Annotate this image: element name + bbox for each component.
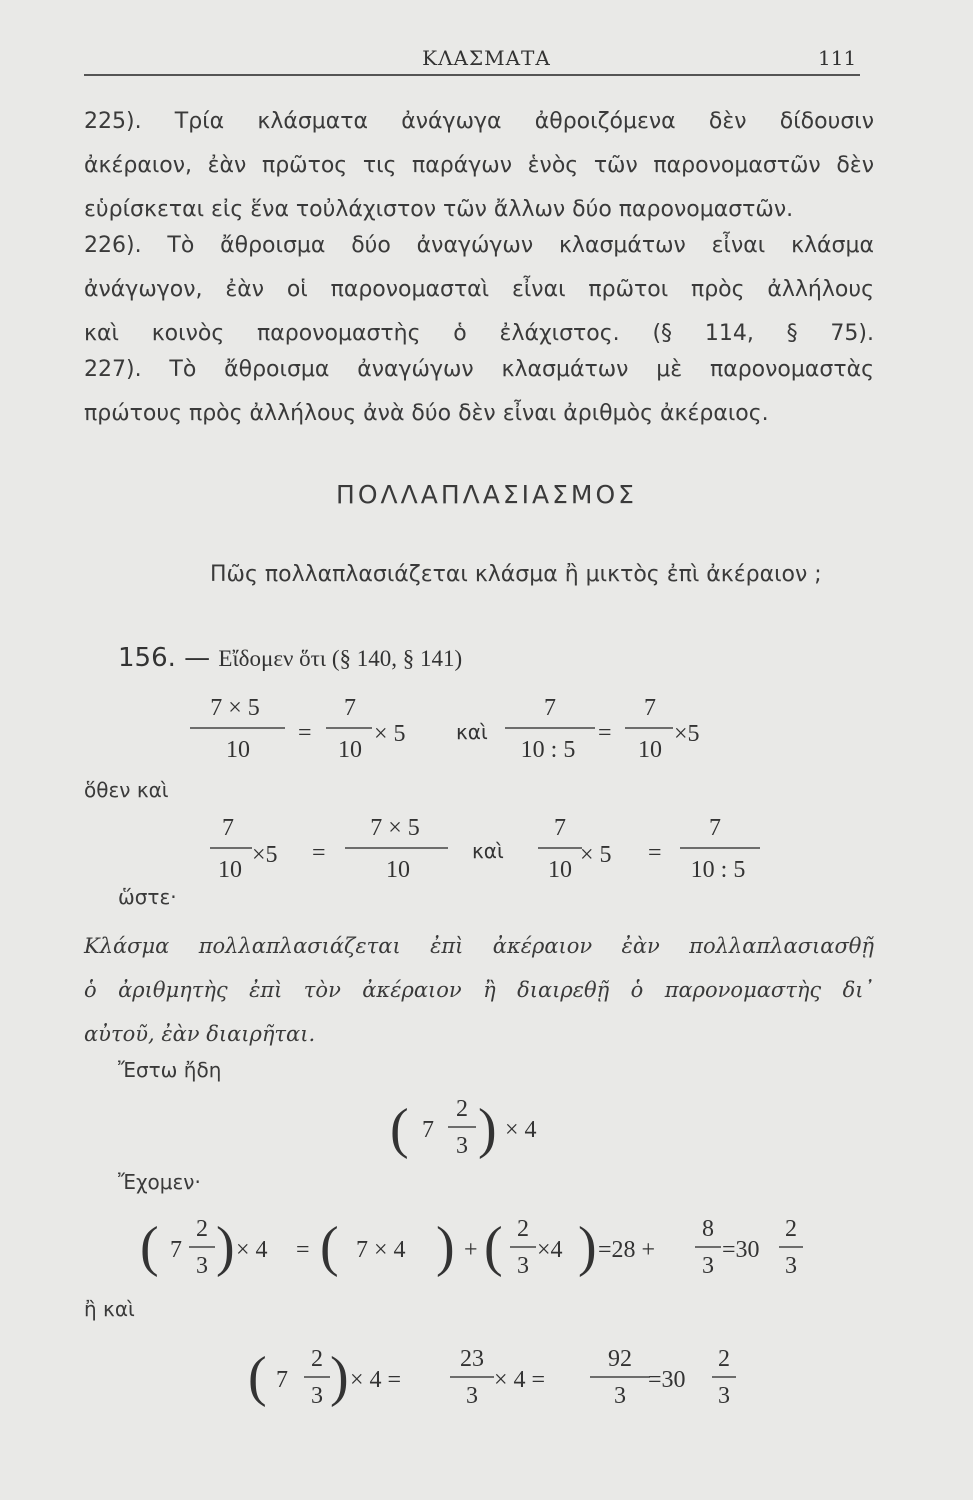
times-factor: × 5 (580, 842, 612, 868)
product-term: 7 × 4 (356, 1237, 406, 1263)
equation-4 (140, 1216, 803, 1279)
text-line: 225). Τρία κλάσματα ἀνάγωγα ἀθροιζόμενα δὲν δίδουσιν (84, 109, 874, 134)
fraction-denominator: 10 (548, 857, 572, 883)
fraction-numerator: 2 (196, 1216, 208, 1242)
fraction-numerator: 7 (344, 695, 356, 721)
fraction-denominator: 10 (386, 857, 410, 883)
right-paren: ) (216, 1216, 235, 1278)
equals-sign: = (298, 720, 312, 746)
word-e-kai: ἢ καὶ (84, 1297, 135, 1321)
word-hoste: ὥστε· (118, 885, 177, 909)
article-text: Εἴδομεν ὅτι (§ 140, § 141) (218, 646, 463, 671)
equals-sign: = (598, 720, 612, 746)
fraction-denominator: 10 (638, 737, 662, 763)
fraction-numerator: 2 (785, 1216, 797, 1242)
rule-line: ὁ ἀριθμητὴς ἐπὶ τὸν ἀκέραιον ἢ διαιρεθῇ ὁ παρονομαστὴς δι᾽ (84, 978, 874, 1002)
right-paren: ) (330, 1346, 349, 1408)
running-header-title: ΚΛΑΣΜΑΤΑ (422, 46, 551, 70)
equation-2a (210, 815, 448, 883)
left-paren: ( (484, 1216, 503, 1278)
fraction-numerator: 7 (554, 815, 566, 841)
times-factor: ×4 (537, 1237, 563, 1263)
left-paren: ( (140, 1216, 159, 1278)
left-paren: ( (390, 1098, 409, 1160)
right-paren: ) (578, 1216, 597, 1278)
page-number: 111 (818, 46, 857, 70)
equation-5 (248, 1346, 736, 1409)
fraction-denominator: 3 (517, 1253, 529, 1279)
text-line: εὑρίσκεται εἰς ἕνα τοὐλάχιστον τῶν ἄλλων δύο παρονομαστῶν. (84, 197, 794, 222)
equals-sign: = (296, 1237, 310, 1263)
text-line: 227). Τὸ ἄθροισμα ἀναγώγων κλασμάτων μὲ παρονομαστὰς (84, 357, 874, 382)
text-line: ἀκέραιον, ἐὰν πρῶτος τις παράγων ἑνὸς τῶν παρονομαστῶν δὲν (84, 153, 874, 178)
right-paren: ) (436, 1216, 455, 1278)
paragraph-227 (84, 348, 874, 436)
times-factor: × 5 (374, 721, 406, 747)
article-156 (118, 643, 462, 673)
left-paren: ( (320, 1216, 339, 1278)
paragraph-226 (84, 224, 874, 356)
fraction-numerator: 8 (702, 1216, 714, 1242)
fraction-numerator: 7 (222, 815, 234, 841)
equation-1b (505, 695, 700, 763)
fraction-numerator: 7 (709, 815, 721, 841)
fraction-numerator: 7 × 5 (210, 695, 260, 721)
rule-line: αὐτοῦ, ἐὰν διαιρῆται. (84, 1022, 316, 1046)
text-line: πρώτους πρὸς ἀλλήλους ἀνὰ δύο δὲν εἶναι ἀριθμὸς ἀκέραιος. (84, 401, 769, 426)
times-factor: ×5 (252, 842, 278, 868)
times-factor: ×5 (674, 721, 700, 747)
fraction-denominator: 3 (785, 1253, 797, 1279)
plus-sign: + (464, 1237, 478, 1263)
left-paren: ( (248, 1346, 267, 1408)
result-whole: =30 (722, 1237, 760, 1263)
right-paren: ) (478, 1098, 497, 1160)
fraction-denominator: 3 (702, 1253, 714, 1279)
fraction-denominator: 10 : 5 (690, 857, 746, 883)
word-hothen-kai: ὅθεν καὶ (84, 778, 169, 802)
fraction-numerator: 23 (460, 1346, 484, 1372)
fraction-numerator: 2 (517, 1216, 529, 1242)
fraction-denominator: 3 (466, 1383, 478, 1409)
equals-term: =28 + (598, 1237, 656, 1263)
multiplication-rule (84, 924, 874, 1056)
times-factor: × 4 (505, 1117, 537, 1143)
fraction-denominator: 3 (196, 1253, 208, 1279)
fraction-denominator: 10 (226, 737, 250, 763)
fraction-numerator: 7 (544, 695, 556, 721)
fraction-denominator: 3 (614, 1383, 626, 1409)
text-line: 226). Τὸ ἄθροισμα δύο ἀναγώγων κλασμάτων εἶναι κλάσμα (84, 233, 874, 258)
fraction-denominator: 3 (456, 1133, 468, 1159)
word-esto-ede: Ἔστω ἤδη (118, 1058, 222, 1082)
word-kai: καὶ (456, 720, 488, 744)
equals-sign: = (312, 840, 326, 866)
equation-3 (390, 1096, 537, 1160)
header-rule (84, 74, 860, 76)
mixed-whole: 7 (276, 1367, 288, 1393)
fraction-numerator: 2 (456, 1096, 468, 1122)
section-heading: ΠΟΛΛΑΠΛΑΣΙΑΣΜΟΣ (336, 480, 637, 509)
mixed-whole: 7 (170, 1237, 182, 1263)
article-dash: — (184, 643, 211, 673)
mixed-whole: 7 (422, 1117, 434, 1143)
times-factor: × 4 (236, 1237, 268, 1263)
fraction-denominator: 10 (218, 857, 242, 883)
equation-2b (538, 815, 760, 883)
times-factor: × 4 = (350, 1367, 402, 1393)
fraction-numerator: 2 (311, 1346, 323, 1372)
article-number: 156. (118, 643, 176, 673)
equation-1a (190, 695, 406, 763)
text-line: ἀνάγωγον, ἐὰν οἱ παρονομασταὶ εἶναι πρῶτοι πρὸς ἀλλήλους (84, 277, 874, 302)
fraction-denominator: 10 : 5 (520, 737, 576, 763)
section-question: Πῶς πολλαπλασιάζεται κλάσμα ἢ μικτὸς ἐπὶ ἀκέραιον ; (210, 562, 822, 587)
word-kai: καὶ (472, 839, 504, 863)
fraction-numerator: 92 (608, 1346, 632, 1372)
word-echomen: Ἔχομεν· (118, 1170, 201, 1194)
rule-line: Κλάσμα πολλαπλασιάζεται ἐπὶ ἀκέραιον ἐὰν πολλαπλασιασθῇ (84, 934, 874, 958)
text-line: καὶ κοινὸς παρονομαστὴς ὁ ἐλάχιστος. (§ 114, § 75). (84, 321, 874, 346)
result-whole: =30 (648, 1367, 686, 1393)
fraction-numerator: 7 (644, 695, 656, 721)
fraction-numerator: 7 × 5 (370, 815, 420, 841)
fraction-numerator: 2 (718, 1346, 730, 1372)
times-factor: × 4 = (494, 1367, 546, 1393)
paragraph-225 (84, 100, 874, 232)
fraction-denominator: 3 (311, 1383, 323, 1409)
fraction-denominator: 3 (718, 1383, 730, 1409)
fraction-denominator: 10 (338, 737, 362, 763)
equals-sign: = (648, 840, 662, 866)
